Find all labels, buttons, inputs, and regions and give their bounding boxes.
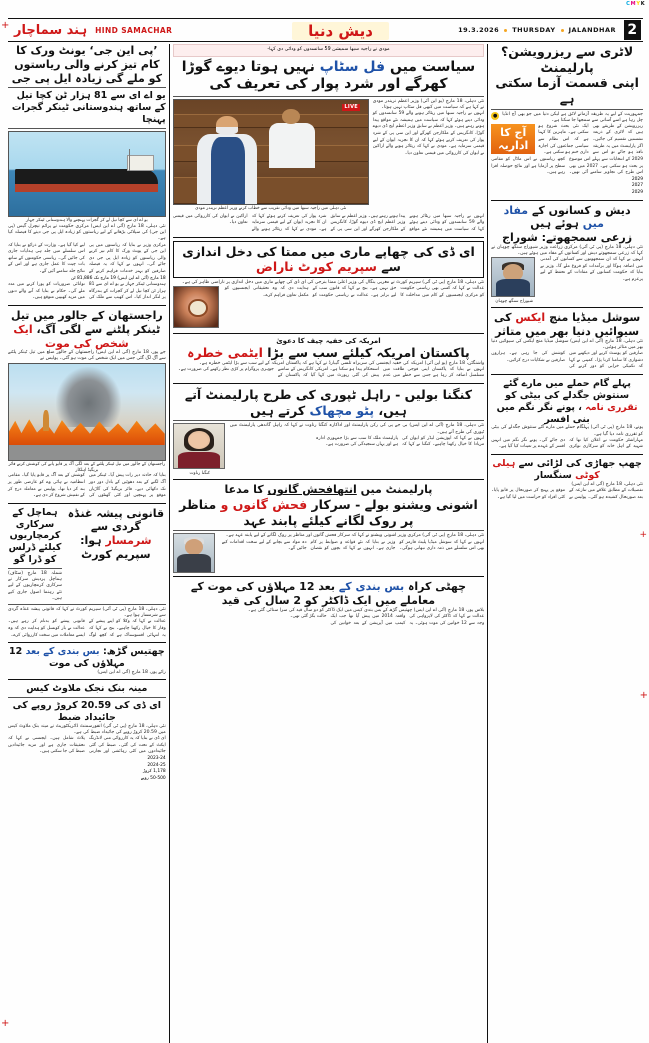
article-ed-mamata	[173, 241, 484, 330]
headline-pak-red: ایٹمی خطرہ	[187, 345, 263, 361]
crop-mark-right: +	[639, 690, 648, 701]
column-center	[173, 44, 484, 1043]
article-legal-profession	[8, 507, 166, 640]
headline-pak-part1: پاکستان امریکہ کیلئے سب سے بڑا	[267, 345, 470, 361]
caption-cargo-ship: یو اے ای سے کچا تیل لے کر گجرات پہنچنے والا ہندوستانی ٹینکر جہاز	[26, 218, 148, 224]
column-right	[491, 44, 643, 1043]
headline-agri-part1: دیش و کسانوں کے	[531, 203, 631, 217]
brand-english-logo: HIND SAMACHAR	[95, 25, 173, 35]
headline-modi-blue: فل سٹاپ	[319, 58, 386, 75]
headline-ashwini-part1: پارلیمنٹ میں	[360, 483, 433, 497]
byline-pakistan-nuclear: واشنگٹن، 18 مارچ (یو این آئی) امریکہ کی خفیہ ایجنسی کی سربراہ تلسی گیبارڈ نے کہا ہے کہ پاکستان امریکہ کے لیے سب سے بڑا ایٹمی خطرہ ہے۔	[199, 360, 485, 366]
figure-range: 50-500 روپے	[140, 775, 166, 781]
stats-png-units: 18 مارچ (آئی اے این ایس) 19 مارچ تک 81,886 ٹن	[71, 275, 166, 281]
body-x: صارفین کو پوسٹ کرنے اور دیکھنے میں دشواری کا سامنا کرنا پڑا۔ کمپنی نے کہا کہ تکنیکی خرابی کو دور کرنے کی کوشش کی جا رہی ہے۔ ہزاروں صارفین نے شکایات درج کرائیں۔	[491, 351, 643, 370]
body-modi-cont: انہوں نے راجیہ سبھا میں ریٹائر ہونے والے 59 سانسدوں کو ودائی دیتے ہوئے کہا کہ سیاست میں ہمیشہ نئے مواقع پیدا ہوتے رہتے ہیں۔ وزیر اعظم نے سابق وزیر اعظم ایچ ڈی دیوے گوڑا، کانگریس کے ملکارجن کھرگے اور این سی پی کے شرد پوار کی تعریف کرتے ہوئے کہا کہ ان کا تجربہ ایوان کے لیے قیمتی سرمایہ ہے۔ مودی نے کہا کہ ریٹائر ہونے والے اراکین نے ایوان کی کارروائی میں قیمتی تعاون دیا۔	[172, 213, 485, 232]
masthead-brand[interactable]	[8, 23, 223, 38]
crop-mark-mid-right: +	[639, 530, 647, 540]
headline-clash-part1: چھپ جھاڑی کی لڑائی سے	[518, 458, 642, 470]
byline-legal-profession: نئی دہلی، 18 مارچ (پی ٹی آئی) سپریم کورٹ نے کہا کہ قانونی پیشہ غنڈہ گردی سے شرمسار ہوا ہے۔	[8, 607, 166, 619]
body-agri: انہوں نے کہا کہ ان سمجھوتوں سے کسانوں کی آمدنی میں اضافہ ہوگا اور برآمدات کو فروغ ملے گا۔ وزیر نے بتایا کہ حکومت کسانوں کے مفادات کے تحفظ کے لیے پرعزم ہے۔	[540, 257, 643, 283]
headline-agri-line1	[491, 204, 643, 232]
body2-lottery: 2029 کے انتخابات سے پہلے اس موضوع پر بحث ہو سکتی ہے۔ 2027 میں بھی اس طرح کی تجاویز سامنے آئی تھیں۔ کچھ ریاستوں نے اس ماڈل کو مقامی سطح پر آزمایا ہے اور نتائج حوصلہ افزا رہے ہیں۔	[491, 156, 643, 176]
content-grid	[8, 44, 643, 1043]
body-lottery: ریزرویشن کے طریقے بھی ہیں کہ لاٹری کے ذریعہ نشستیں تقسیم کی جائیں۔ اگر پارلیمنٹ میں یہ طریقہ نافذ ہو جائے تو اس سے ایک نئی بحث شروع ہو سکتی ہے۔ ماہرین کا کہنا ہے کہ اس نظام سے سیاسی جماعتوں کی اجارہ داری ختم ہو سکتی ہے۔	[538, 123, 643, 156]
byline-bank-adulteration: نئی دہلی، 18 مارچ (پی ٹی آئی) انفورسمنٹ ڈائریکٹوریٹ نے مینہ بنک ملاوٹ کیس میں 20.59 کروڑ روپے کی جائیداد ضبط کی ہے۔	[8, 723, 166, 735]
body-rajasthan-fire: بتایا کہ حادثہ دیر رات پیش آیا۔ ٹینکر میں آگ لگنے کے بعد دھوئیں کے بادل دور دور تک دکھائی دیے۔ فائر بریگیڈ کی گاڑیاں موقع پر پہنچیں اور کئی گھنٹوں کی کوشش کے بعد آگ پر قابو پایا گیا۔ مقامی انتظامیہ نے ہائی وے کو عارضی طور پر بند کر دیا تھا۔ پولیس نے معاملہ درج کر کے تفتیش شروع کر دی ہے۔	[8, 473, 166, 499]
photo-kangana	[173, 423, 225, 469]
photo-modi-parliament: LIVE	[173, 99, 369, 205]
article-clash-stoning	[491, 458, 643, 501]
crop-mark-left: +	[1, 20, 10, 31]
photo-cargo-ship	[8, 131, 166, 217]
sidehead-himachal: ہماچل کے سرکاری کرمچاریوں کیلئے ڈرلس کو ڈرا گو	[8, 506, 62, 566]
caption-highway-fire: راجستھان کے جالور میں تیل ٹینکر پلٹنے کے بعد لگی آگ پر قابو پانے کی کوشش کرتے فائر بریگیڈ اہلکار	[8, 462, 166, 473]
brand-urdu-logo: ہند سماچار	[14, 22, 88, 38]
editorial-logo: آج کا اداریہ	[491, 124, 535, 154]
headline-modi-part1: سیاست میں	[389, 58, 476, 75]
byline-x: نئی دہلی، 18 مارچ (آئی اے این ایس) سوشل میڈیا منچ ایکس کی سیوائیں دنیا بھر میں متاثر ہوئیں۔	[491, 338, 644, 350]
headline-lottery-line1: لاٹری سے ریزرویشن؟ پارلیمنٹ	[501, 44, 634, 75]
headline-x-part2: کی	[493, 311, 512, 325]
cmyk-k: K	[640, 1, 645, 7]
caption-modi-parliament: نئی دہلی میں راجیہ سبھا میں ودائی تقریب سے خطاب کرتے وزیر اعظم نریندر مودی	[195, 206, 347, 212]
kicker-pakistan-nuclear: امریکہ کی خفیہ چیف کا دعویٰ	[276, 337, 381, 346]
headline-kangana	[173, 387, 484, 418]
byline-rajasthan-fire: جے پور، 18 مارچ (آئی اے این ایس) راجستھان کے جالور ضلع میں تیل ٹینکر پلٹنے سے آگ لگ گئی جس میں ایک شخص کی موت ہو گئی۔ پولیس نے	[8, 350, 166, 362]
column-left	[8, 44, 166, 1043]
body-clash-stoning: تفصیلات کے مطابق علاقے میں تنازعہ کے بعد صورتحال کشیدہ ہو گئی۔ پولیس نے موقع پر پہنچ کر صورتحال پر قابو پایا۔ کئی افراد کو حراست میں لیا گیا ہے۔	[491, 488, 643, 500]
headline-modi-rajyasabha	[173, 59, 484, 94]
headline-ashwini-part3: اشونی ویشنو بولے - سرکار	[311, 497, 478, 513]
article-bank-adulteration	[8, 683, 166, 782]
headline-chh-blue: بس بندی کے بعد	[25, 646, 100, 658]
headline-kangana-blue: پٹو مچھاک	[309, 402, 375, 418]
headline-clash-red: ہیلی کوٹی	[492, 458, 600, 481]
page-number-badge: 2	[624, 20, 641, 40]
article-png-units	[8, 44, 166, 302]
headline-agri-blue: مفاد میں	[503, 203, 604, 231]
headline-x-part1: سوشل میڈیا منچ	[549, 311, 641, 325]
section-title-wrap	[223, 21, 458, 40]
year-ref-2: 2027	[631, 183, 643, 189]
publication-day: THURSDAY	[512, 26, 556, 34]
headline-ashwini-main	[173, 497, 484, 528]
separator-dot-icon	[504, 29, 507, 32]
caption-kangana: کنگنا رناوت	[189, 470, 210, 476]
byline-agri: نئی دہلی، 18 مارچ (پی ٹی آئی) مرکزی زراعت وزیر شیوراج سنگھ چوہان نے کہا کہ زرعی سمجھوتے دیش اور کسانوں کے مفاد میں ہوئے ہیں۔	[491, 244, 643, 257]
masthead-meta	[458, 20, 643, 40]
body-pakistan-nuclear: انہوں نے بتایا کہ پاکستان اپنی فوجی طاقت میں مسلسل اضافہ کر رہا ہے جس سے خطے میں عدم استحکام پیدا ہو سکتا ہے۔ امریکی کانگریس کے سامنے پیش کی گئی رپورٹ میں کہا گیا کہ پاکستان کے جوہری پروگرام پر کڑی نظر رکھنے کی ضرورت ہے۔	[178, 366, 485, 379]
article-doctor-sentence	[173, 580, 484, 627]
headline-pahalgam-red: تقرری نامہ	[585, 401, 638, 413]
headline-modi-part2: نہیں ہوتا دیوے گوڑا کھرگے اور شرد پوار کی تعریف کی	[181, 58, 448, 93]
headline-rajasthan-fire-red: ایک شخص کی موت	[13, 322, 129, 350]
headline-ashwini-part2: کا مدعا	[224, 483, 264, 497]
crop-mark-bottom-left: +	[1, 1018, 10, 1029]
headline-ed-mamata	[173, 241, 484, 278]
section-title: دیش دنیا	[308, 21, 373, 40]
headline-doctor-sentence	[173, 580, 484, 608]
headline-doctor-part3: کے معاملے میں ایک ڈاکٹر کو 2 سال کی قید	[190, 580, 436, 608]
byline-kangana: نئی دہلی، 18 مارچ (آئی اے این ایس) بی جے پی کی رکن پارلیمنٹ اور اداکارہ کنگنا رناوت نے کہا کہ راہل گاندھی پارلیمنٹ میں ٹپوری کی طرح آتے ہیں۔	[229, 423, 485, 435]
headline-rajasthan-fire	[8, 309, 166, 350]
article-pakistan-nuclear	[173, 337, 484, 380]
figure-amount: 1,178 کروڑ	[142, 769, 166, 775]
year-ref-3: 2029	[631, 189, 643, 195]
intro-lottery: جمہوریت کے لیے یہ طریقہ آزمانے لائق ہے لیکن دنیا میں جو بھی آج انڈیا چل رہا ہے اسے آسانی سے سمجھا جا سکتا ہے۔	[502, 111, 643, 123]
headline-pahalgam	[491, 378, 643, 426]
body-bank-adulteration: ای ڈی نے بتایا کہ یہ کارروائی منی لانڈرنگ ایکٹ کے تحت کی گئی۔ ضبط کی گئی جائیدادوں میں کئی رہائشی اور تجارتی پلاٹ شامل ہیں۔ ایجنسی نے کہا کہ تحقیقات جاری ہے اور مزید جائیدادیں ضبط کی جا سکتی ہیں۔	[8, 736, 166, 755]
byline-ed-mamata: نئی دہلی، 18 مارچ (پی ٹی آئی) سپریم کورٹ نے مغربی بنگال کی وزیر اعلیٰ ممتا بنرجی کی ای ڈی کی چھاپے ماری میں دخل اندازی پر ناراضی ظاہر کی ہے۔	[182, 279, 485, 285]
headline-kangana-part1: کنگنا بولیں - راہل ٹپوری کی طرح پارلیمنٹ	[205, 387, 473, 403]
byline-chhattisgarh-bus: رائے پور، 18 مارچ (آئی اے این ایس)	[97, 669, 166, 675]
headline-pakistan-nuclear	[173, 345, 484, 361]
headline-doctor-blue: بس بندی کے	[338, 580, 405, 594]
headline-x-line2: سیوائیں دنیا بھر میں متاثر	[495, 325, 640, 339]
cmyk-m: M	[630, 1, 636, 7]
headline-legal-part2: ہوا: سپریم کورٹ	[80, 534, 151, 561]
headline-agri-line2: زرعی سمجھوتے: شوراج	[502, 231, 633, 245]
figure-year-2: 2024-25	[147, 762, 166, 768]
article-kangana	[173, 387, 484, 476]
headline-doctor-part2: بعد 12 مہلاؤں کی موت	[207, 580, 336, 594]
body-doctor-sentence: عدالت نے کہا کہ ڈاکٹر کی لاپرواہی کی وجہ سے 12 خواتین کی موت ہوئی۔ یہ واقعہ 2014 میں پیش آیا تھا جب ایک کیمپ میں آپریشن کے بعد خواتین کی حالت بگڑ گئی تھی۔	[289, 614, 485, 626]
body-modi: انہوں نے راجیہ سبھا میں ریٹائر ہونے والے 59 سانسدوں کو ودائی دیتے ہوئے کہا کہ سیاست میں ہمیشہ نئے مواقع پیدا ہوتے رہتے ہیں۔ وزیر اعظم نے سابق وزیر اعظم ایچ ڈی دیوے گوڑا، کانگریس کے ملکارجن کھرگے اور این سی پی کے شرد پوار کی تعریف کرتے ہوئے کہا کہ ان کا تجربہ ایوان کے لیے قیمتی سرمایہ ہے۔ مودی نے کہا کہ ریٹائر ہونے والے اراکین نے ایوان کی کارروائی میں قیمتی تعاون دیا۔	[372, 111, 485, 156]
byline-doctor-sentence: بلاس پور، 18 مارچ (آئی اے این ایس) چھتیس گڑھ کے بس بندی کیس میں ایک ڈاکٹر کو دو سال قید کی سزا سنائی گئی ہے۔	[248, 607, 485, 613]
column-divider	[169, 44, 170, 1043]
headline-legal-red: شرمسار	[105, 534, 152, 548]
headline-kangana-part2: آتے ہیں،	[184, 387, 407, 418]
photo-ashwini-vaishnaw	[173, 533, 215, 573]
article-lottery-reservation	[491, 44, 643, 197]
headline-clash-stoning	[491, 458, 643, 482]
headline-ed-part1: ای ڈی کی چھاپے ماری میں ممتا کی دخل اندازی سے	[182, 243, 475, 275]
body-himachal: شملہ 18 مارچ (سٹاف) ہماچل پردیش سرکار نے سرکاری کرمچاریوں کے لیے نئے رہنما اصول جاری کیے ہیں۔	[8, 571, 62, 601]
headline-x-line1	[491, 311, 643, 325]
headline-agri-part2: ہوئے ہیں	[530, 217, 579, 231]
headline-ashwini-part4: مناظر پر روک لگانے کیلئے پابند عہد	[179, 497, 414, 528]
headline-ashwini-underline: انتھافحش گانوں	[267, 483, 357, 497]
article-ashwini-vaishnaw	[173, 483, 484, 573]
body-kangana: انہوں نے کہا کہ اپوزیشن لیڈر کو ایوان کی مریادا کا خیال رکھنا چاہیے۔ کنگنا نے کہا کہ پارلیمنٹ ملک کا سب سے بڑا جمہوری ادارہ ہے اور یہاں سنجیدگی کی ضرورت ہے۔	[315, 435, 485, 448]
headline-lottery-line2: اپنی قسمت آزما سکتی ہے	[495, 75, 639, 106]
photo-shivraj-chouhan	[491, 257, 535, 297]
body-legal-profession: عدالت نے کہا کہ وکلا کو اپنے پیشے کے وقار کا خیال رکھنا چاہیے۔ بنچ نے کہا کہ یہ انتہائی افسوسناک ہے کہ کچھ لوگ قانونی پیشے کو بدنام کر رہے ہیں۔ عدالت نے بار کونسل کو ہدایت دی کہ وہ ایسے معاملات میں سخت کارروائی کرے۔	[8, 619, 166, 638]
article-pahalgam-daughter	[491, 378, 643, 451]
byline-pahalgam: پونے، 18 مارچ (پی ٹی آئی) پہلگام حملے میں مارے گئے سنتوش جگدلے کی بیٹی کو تقرری نامہ دیا گیا ہے۔	[491, 425, 643, 437]
subhead-tanker: یو اے ای سے 81 ہزار ٹن کچا تیل کے ساتھ ہندوستانی ٹینکر گجرات پہنچا	[11, 90, 166, 125]
lede-modi: مودی نے راجیہ سبھا سمیشن 59 سانسدوں کو ودائی دی کہا-	[173, 44, 484, 57]
headline-doctor-part1: چھٹی کراہ	[407, 580, 467, 594]
headline-chh-part1: چھتیس گڑھ:	[102, 646, 165, 658]
headline-bank-adulteration: مینہ بنک نجک ملاوٹ کیس	[26, 683, 148, 695]
body-png-units: مرکزی وزیر نے بتایا کہ ریاستوں میں پی این جی کے یونٹ ورک کا کام تیز کرنے والی ریاستوں کو زیادہ ایل پی جی دی جائے گی۔ انہوں نے کہا کہ یہ فیصلہ صارفین کو بہتر خدمات فراہم کرنے کے لیے کیا گیا ہے۔ وزارت کے ذرائع نے بتایا کہ اس سلسلے میں جلد ہی ہدایات جاری کی جائیں گی۔ ریاستی حکومتوں کے ساتھ بات چیت کا عمل جاری ہے اور اس کے نتائج جلد سامنے آئیں گے۔	[8, 242, 166, 274]
headline-clash-part2: سنگسار	[534, 469, 572, 481]
byline-modi: نئی دہلی، 18 مارچ (یو این آئی) وزیر اعظم نریندر مودی نے کہا ہے کہ سیاست میں کبھی فل سٹاپ نہیں ہوتا۔	[372, 98, 485, 110]
bullet-icon: ●	[493, 112, 498, 119]
column-divider-2	[487, 44, 488, 1043]
photo-ed-emblem	[173, 286, 219, 328]
headline-rajasthan-fire-part1: راجستھان کے جالور میں تیل ٹینکر پلٹنے سے لگی آگ،	[11, 309, 163, 336]
headline-png-units: ’پی این جی‘ یونٹ ورک کا کام تیز کرنے والی ریاستوں کو ملے گی زیادہ ایل پی جی	[11, 44, 162, 85]
figure-year-1: 2023-24	[147, 756, 166, 761]
photo-ed-logo-wrap	[173, 286, 219, 328]
headline-chh-part2: 12 مہلاؤں کی موت	[9, 646, 125, 670]
publication-date: 19.3.2026	[458, 26, 500, 34]
caption-shivraj-chouhan: شیوراج سنگھ چوہان	[495, 298, 534, 304]
year-ref-1: 2029	[631, 176, 643, 182]
article-rajasthan-fire	[8, 309, 166, 500]
byline-ashwini: نئی دہلی، 18 مارچ (پی ٹی آئی) مرکزی وزیر اشونی ویشنو نے کہا کہ سرکار فحش گانوں اور مناظر پر روک لگانے کے لیے پابند عہد ہے۔	[225, 533, 485, 539]
body-ed-mamata: عدالت نے کہا کہ کسی بھی ریاستی حکومت کو مرکزی ایجنسیوں کے کام میں مداخلت کا حق نہیں ہے۔ بنچ نے کہا کہ قانون سب کے لیے برابر ہے۔ عدالت نے ریاستی حکومت کو ہدایت دی کہ وہ تحقیقاتی ایجنسیوں کو مکمل تعاون فراہم کرے۔	[224, 286, 485, 298]
headline-pahalgam-part3: ، پونے نگر نگم میں بنی افسر	[496, 401, 590, 425]
body-pahalgam: مہاراشٹر حکومت نے اعلان کیا تھا کہ شہید کے اہل خانہ کو سرکاری نوکری دی جائے گی۔ پونے نگر نگم میں انہیں افسر کے عہدے پر تعینات کیا گیا ہے۔	[491, 437, 643, 450]
article-agri-agreements	[491, 204, 643, 305]
article-social-media-x	[491, 311, 643, 371]
headline-pahalgam-part2: کی بیٹی کو	[505, 389, 560, 401]
byline-clash-stoning: نئی دہلی، 18 مارچ (آئی اے این ایس)	[571, 481, 643, 487]
cmyk-registration-mark	[626, 1, 645, 7]
headline-ashwini-red: فحش گانوں و	[220, 497, 308, 513]
separator-dot-icon	[561, 29, 564, 32]
headline-legal-part1: قانونی پیشہ غنڈہ گردی سے	[67, 506, 165, 534]
headline-ed-red: سپریم کورٹ ناراض	[256, 259, 377, 275]
subhead-bank-adulteration: ای ڈی کی 20.59 کروڑ روپے کی جائیداد ضبط	[12, 700, 162, 723]
headline-x-red: ایکس	[515, 311, 546, 325]
body-ashwini: انہوں نے کہا کہ سوشل میڈیا پلیٹ فارمز کو بھی اس سلسلے میں ذمہ داری نبھانی ہوگی۔ وزیر نے بتایا کہ نئے قواعد و ضوابط پر کام جاری ہے۔ انہوں نے کہا کہ بچوں کو نقصان دہ مواد سے بچانے کے لیے سخت اقدامات کیے جائیں گے۔	[221, 539, 485, 552]
byline-png-units: نئی دہلی، 18 مارچ (آئی اے این ایس) مرکزی حکومت نے پرائم نیچرل گیس (پی این جی) کی سپلائی بڑھانے کے لیے ریاستوں کو زیادہ ایل پی جی دینے کا فیصلہ کیا ہے۔	[8, 223, 166, 242]
publication-city: JALANDHAR	[568, 26, 616, 34]
headline-legal-profession	[66, 507, 166, 562]
headline-ashwini-kicker	[173, 483, 484, 497]
photo-highway-fire	[8, 363, 166, 461]
masthead	[8, 18, 643, 42]
headline-chhattisgarh-bus	[8, 646, 166, 670]
headline-pahalgam-part1: پہلے گام حملے میں مارے گئے سنتوش جگدلے	[503, 377, 631, 401]
cmyk-c: C	[626, 1, 630, 7]
cmyk-y: Y	[636, 1, 640, 7]
article-chhattisgarh-bus	[8, 646, 166, 676]
headline-kangana-part3: کرتے ہیں	[250, 402, 306, 418]
body2-png-units: ہندوستانی ٹینکر جہاز نے یو اے ای سے 81 ہزار ٹن کچا تیل لے کر گجرات کے بندرگاہ پر لنگر انداز کیا۔ اس کھیپ سے ملک کی توانائی ضروریات کو پورا کرنے میں مدد ملے گی۔ حکام نے بتایا کہ آنے والے دنوں میں مزید کھیپیں متوقع ہیں۔	[8, 282, 166, 301]
